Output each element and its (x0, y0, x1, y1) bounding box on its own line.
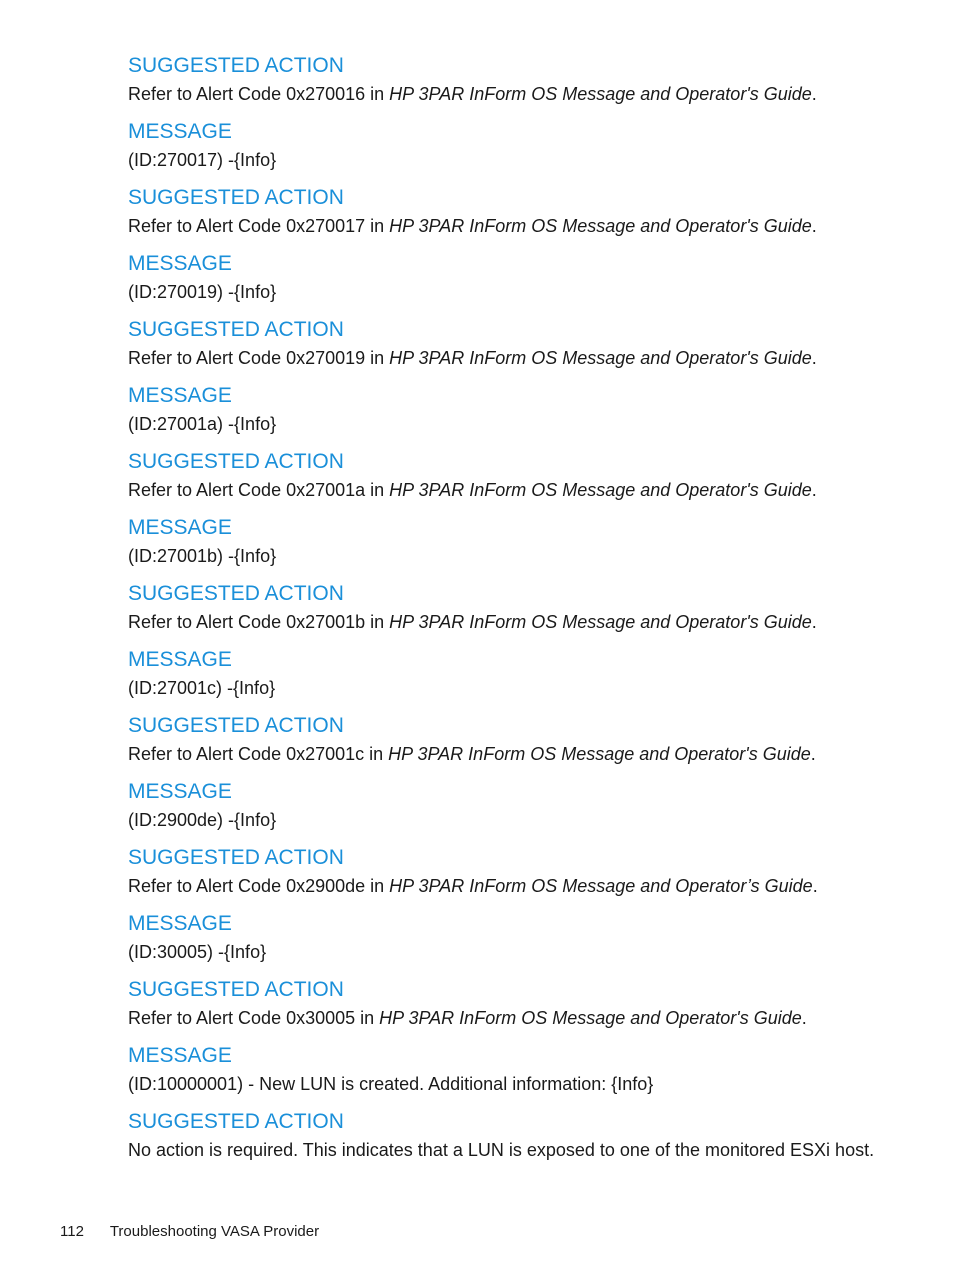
suggested-action-entry (128, 844, 918, 910)
page-footer (60, 1222, 319, 1242)
action-suffix: . (811, 216, 817, 236)
action-prefix: Refer to Alert Code 0x27001c in (128, 744, 389, 764)
action-suffix: . (812, 876, 818, 896)
suggested-action-entry (128, 580, 918, 646)
message-entry (128, 910, 918, 976)
message-heading: MESSAGE (128, 252, 232, 275)
guide-title: HP 3PAR InForm OS Message and Operator's Guide (389, 348, 812, 368)
action-text (128, 344, 918, 372)
message-entry (128, 778, 918, 844)
message-heading: MESSAGE (128, 516, 232, 539)
action-prefix: Refer to Alert Code 0x270019 in (128, 348, 390, 368)
guide-title: HP 3PAR InForm OS Message and Operator’s Guide (389, 876, 813, 896)
action-prefix: Refer to Alert Code 0x270017 in (128, 216, 390, 236)
message-heading: MESSAGE (128, 780, 232, 803)
guide-title: HP 3PAR InForm OS Message and Operator's Guide (389, 216, 812, 236)
suggested-action-entry (128, 1108, 918, 1174)
suggested-action-entry (128, 976, 918, 1042)
suggested-action-heading: SUGGESTED ACTION (128, 318, 344, 341)
suggested-action-heading: SUGGESTED ACTION (128, 186, 344, 209)
message-entry (128, 1042, 918, 1108)
message-heading: MESSAGE (128, 1044, 232, 1067)
action-text (128, 80, 918, 108)
action-prefix: Refer to Alert Code 0x270016 in (128, 84, 390, 104)
message-heading: MESSAGE (128, 120, 232, 143)
suggested-action-entry (128, 184, 918, 250)
message-entry (128, 646, 918, 712)
suggested-action-heading: SUGGESTED ACTION (128, 714, 344, 737)
message-text: (ID:270017) -{Info} (128, 150, 277, 170)
suggested-action-entry (128, 316, 918, 382)
message-heading: MESSAGE (128, 648, 232, 671)
action-suffix: . (810, 744, 816, 764)
action-prefix: Refer to Alert Code 0x27001b in (128, 612, 390, 632)
guide-title: HP 3PAR InForm OS Message and Operator's Guide (379, 1008, 802, 1028)
message-text: (ID:270019) -{Info} (128, 282, 277, 302)
suggested-action-heading: SUGGESTED ACTION (128, 846, 344, 869)
message-text: (ID:27001a) -{Info} (128, 414, 277, 434)
suggested-action-heading: SUGGESTED ACTION (128, 978, 344, 1001)
action-text (128, 212, 918, 240)
suggested-action-entry (128, 52, 918, 118)
message-text: No action is required. This indicates that a LUN is exposed to one of the monitored ESXi host. (128, 1140, 875, 1160)
suggested-action-heading: SUGGESTED ACTION (128, 1110, 344, 1133)
action-prefix: Refer to Alert Code 0x30005 in (128, 1008, 380, 1028)
message-text: (ID:27001c) -{Info} (128, 678, 276, 698)
action-suffix: . (811, 612, 817, 632)
document-body (128, 52, 918, 1174)
message-text: (ID:2900de) -{Info} (128, 810, 277, 830)
action-text (128, 740, 918, 768)
action-suffix: . (811, 480, 817, 500)
action-prefix: Refer to Alert Code 0x2900de in (128, 876, 390, 896)
page-number: 112 (60, 1223, 84, 1240)
message-heading: MESSAGE (128, 384, 232, 407)
action-suffix: . (811, 348, 817, 368)
message-text: (ID:30005) -{Info} (128, 942, 267, 962)
action-text (128, 608, 918, 636)
suggested-action-entry (128, 712, 918, 778)
suggested-action-heading: SUGGESTED ACTION (128, 54, 344, 77)
suggested-action-entry (128, 448, 918, 514)
guide-title: HP 3PAR InForm OS Message and Operator's Guide (388, 744, 811, 764)
message-entry (128, 514, 918, 580)
footer-section-title: Troubleshooting VASA Provider (109, 1223, 320, 1240)
message-entry (128, 382, 918, 448)
action-suffix: . (801, 1008, 807, 1028)
message-text: (ID:10000001) - New LUN is created. Additional information: {Info} (128, 1074, 654, 1094)
message-entry (128, 250, 918, 316)
suggested-action-heading: SUGGESTED ACTION (128, 582, 344, 605)
suggested-action-heading: SUGGESTED ACTION (128, 450, 344, 473)
action-text (128, 1004, 918, 1032)
message-text: (ID:27001b) -{Info} (128, 546, 277, 566)
action-text (128, 872, 918, 900)
message-entry (128, 118, 918, 184)
guide-title: HP 3PAR InForm OS Message and Operator's Guide (389, 612, 812, 632)
action-text (128, 476, 918, 504)
message-heading: MESSAGE (128, 912, 232, 935)
guide-title: HP 3PAR InForm OS Message and Operator's Guide (389, 84, 812, 104)
action-suffix: . (811, 84, 817, 104)
guide-title: HP 3PAR InForm OS Message and Operator's Guide (389, 480, 812, 500)
action-prefix: Refer to Alert Code 0x27001a in (128, 480, 390, 500)
